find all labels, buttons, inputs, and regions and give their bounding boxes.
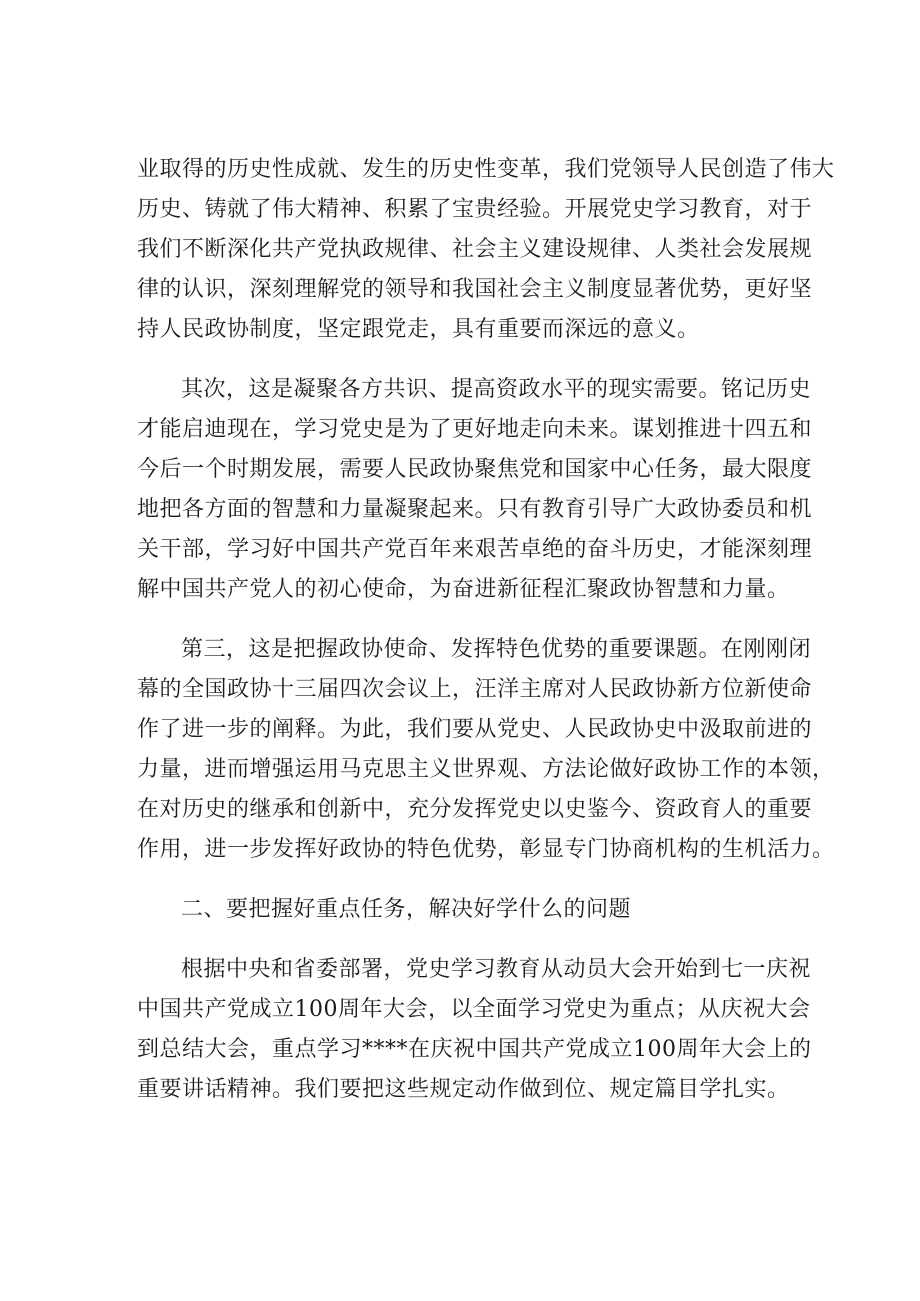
paragraph-first-line: 根据中央和省委部署，党史学习教育从动员大会开始到七一庆祝 [181, 957, 812, 982]
section-heading: 二、要把握好重点任务，解决好学什么的问题 [181, 897, 632, 922]
text-line: 律的认识，深刻理解党的领导和我国社会主义制度显著优势，更好坚 [137, 277, 813, 302]
text-line: 作用，进一步发挥好政协的特色优势，彰显专门协商机构的生机活力。 [137, 837, 835, 862]
text-line: 作了进一步的阐释。为此，我们要从党史、人民政协史中汲取前进的 [137, 717, 813, 742]
text-line: 到总结大会，重点学习****在庆祝中国共产党成立100周年大会上的 [137, 1037, 812, 1062]
text-line: 历史、铸就了伟大精神、积累了宝贵经验。开展党史学习教育，对于 [137, 197, 813, 222]
text-line: 中国共产党成立100周年大会，以全面学习党史为重点；从庆祝大会 [137, 997, 811, 1022]
paragraph-first-line: 第三，这是把握政协使命、发挥特色优势的重要课题。在刚刚闭 [181, 637, 812, 662]
text-line: 关干部，学习好中国共产党百年来艰苦卓绝的奋斗历史，才能深刻理 [137, 537, 813, 562]
paragraph-first-line: 其次，这是凝聚各方共识、提高资政水平的现实需要。铭记历史 [181, 377, 812, 402]
text-line: 才能启迪现在，学习党史是为了更好地走向未来。谋划推进十四五和 [137, 417, 813, 442]
text-line: 重要讲话精神。我们要把这些规定动作做到位、规定篇目学扎实。 [137, 1077, 790, 1102]
text-line: 业取得的历史性成就、发生的历史性变革，我们党领导人民创造了伟大 [137, 157, 835, 182]
text-line: 今后一个时期发展，需要人民政协聚焦党和国家中心任务，最大限度 [137, 457, 813, 482]
text-line: 幕的全国政协十三届四次会议上，汪洋主席对人民政协新方位新使命 [137, 677, 813, 702]
text-line: 在对历史的继承和创新中，充分发挥党史以史鉴今、资政育人的重要 [137, 797, 813, 822]
text-line: 解中国共产党人的初心使命，为奋进新征程汇聚政协智慧和力量。 [137, 577, 790, 602]
text-line: 地把各方面的智慧和力量凝聚起来。只有教育引导广大政协委员和机 [137, 497, 813, 522]
text-line: 持人民政协制度，坚定跟党走，具有重要而深远的意义。 [137, 317, 700, 342]
text-line: 我们不断深化共产党执政规律、社会主义建设规律、人类社会发展规 [137, 237, 813, 262]
text-line: 力量，进而增强运用马克思主义世界观、方法论做好政协工作的本领， [137, 757, 835, 782]
